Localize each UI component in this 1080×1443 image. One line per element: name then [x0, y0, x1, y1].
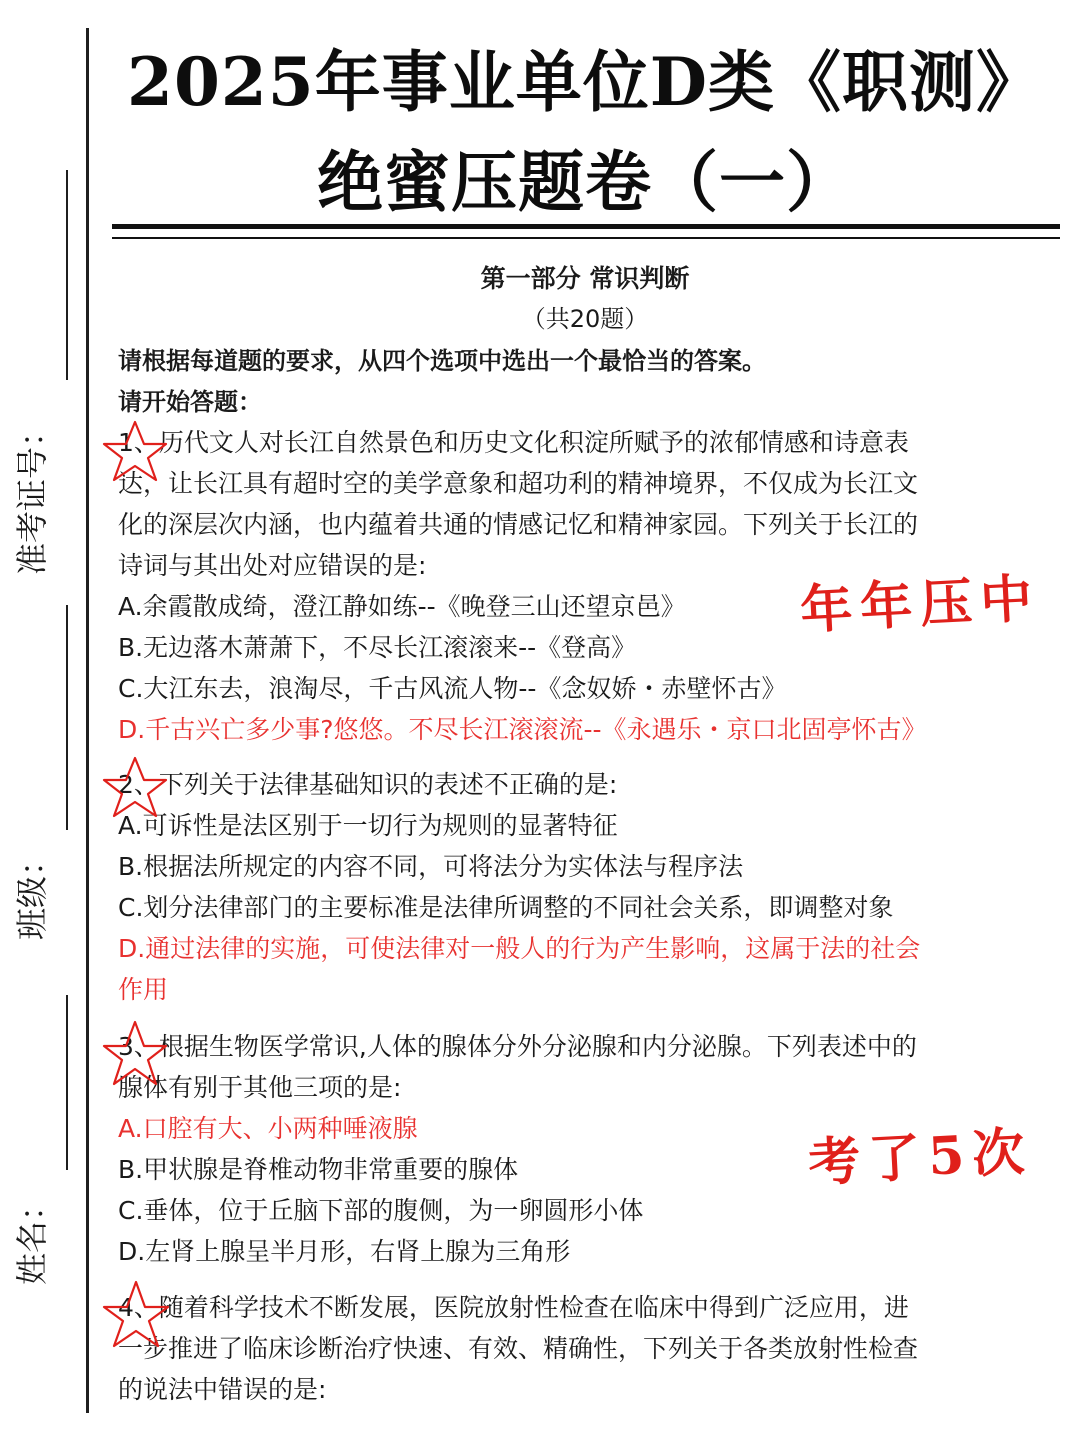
- option-d-continuation[interactable]: 作用: [118, 975, 169, 1004]
- exam-id-label: 准考证号：: [13, 414, 51, 575]
- option-c[interactable]: C.划分法律部门的主要标准是法律所调整的不同社会关系，即调整对象: [118, 893, 894, 922]
- question-stem-line: 化的深层次内涵，也内蕴着共通的情感记忆和精神家园。下列关于长江的: [118, 510, 919, 539]
- section-start: 请开始答题：: [118, 388, 262, 416]
- section-count: （共20题）: [521, 305, 649, 333]
- class-label: 班级：: [13, 843, 51, 940]
- option-b[interactable]: B.无边落木萧萧下，不尽长江滚滚来--《登高》: [118, 633, 637, 662]
- section-instruction: 请根据每道题的要求，从四个选项中选出一个最恰当的答案。: [118, 347, 766, 375]
- option-d-correct-answer[interactable]: D.千古兴亡多少事?悠悠。不尽长江滚滚流--《永遇乐・京口北固亭怀古》: [118, 715, 927, 744]
- option-c[interactable]: C.垂体，位于丘脑下部的腹侧，为一卵圆形小体: [118, 1196, 644, 1225]
- option-b[interactable]: B.根据法所规定的内容不同，可将法分为实体法与程序法: [118, 852, 744, 881]
- question-stem-line: 3、根据生物医学常识,人体的腺体分外分泌腺和内分泌腺。下列表述中的: [118, 1032, 917, 1061]
- class-underline[interactable]: [66, 605, 68, 830]
- exam-id-underline[interactable]: [66, 170, 68, 380]
- question-stem-line: 1、历代文人对长江自然景色和历史文化积淀所赋予的浓郁情感和诗意表: [118, 428, 909, 457]
- question-stem-line: 诗词与其出处对应错误的是:: [118, 551, 427, 580]
- name-underline[interactable]: [66, 995, 68, 1170]
- question-stem-line: 一步推进了临床诊断治疗快速、有效、精确性，下列关于各类放射性检查: [118, 1334, 919, 1363]
- page-title-line-2: 绝蜜压题卷（一）: [317, 143, 853, 221]
- stamp-tested-five-times: 考了5次: [806, 1121, 1034, 1194]
- option-c[interactable]: C.大江东去，浪淘尽，千古风流人物--《念奴娇・赤壁怀古》: [118, 674, 787, 703]
- question-stem-line: 腺体有别于其他三项的是:: [118, 1073, 402, 1102]
- name-label: 姓名：: [13, 1188, 51, 1285]
- page-title-line-1: 2025年事业单位D类《职测》: [127, 43, 1043, 121]
- section-title: 第一部分 常识判断: [480, 264, 690, 293]
- question-stem-line: 的说法中错误的是:: [118, 1375, 327, 1404]
- option-a-correct-answer[interactable]: A.口腔有大、小两种唾液腺: [118, 1114, 418, 1143]
- question-stem-line: 达，让长江具有超时空的美学意象和超功利的精神境界，不仅成为长江文: [118, 469, 919, 498]
- title-rule-thick: [112, 224, 1060, 229]
- option-a[interactable]: A.余霞散成绮，澄江静如练--《晚登三山还望京邑》: [118, 592, 686, 621]
- option-d[interactable]: D.左肾上腺呈半月形，右肾上腺为三角形: [118, 1237, 571, 1266]
- option-a[interactable]: A.可诉性是法区别于一切行为规则的显著特征: [118, 811, 618, 840]
- binding-margin-line: [86, 28, 89, 1413]
- question-stem-line: 2、下列关于法律基础知识的表述不正确的是:: [118, 770, 618, 799]
- question-stem-line: 4、随着科学技术不断发展，医院放射性检查在临床中得到广泛应用，进: [118, 1293, 909, 1322]
- title-rule-thin: [112, 237, 1060, 239]
- option-d-correct-answer[interactable]: D.通过法律的实施，可使法律对一般人的行为产生影响，这属于法的社会: [118, 934, 921, 963]
- option-b[interactable]: B.甲状腺是脊椎动物非常重要的腺体: [118, 1155, 519, 1184]
- stamp-annual-hit: 年年压中: [798, 567, 1042, 642]
